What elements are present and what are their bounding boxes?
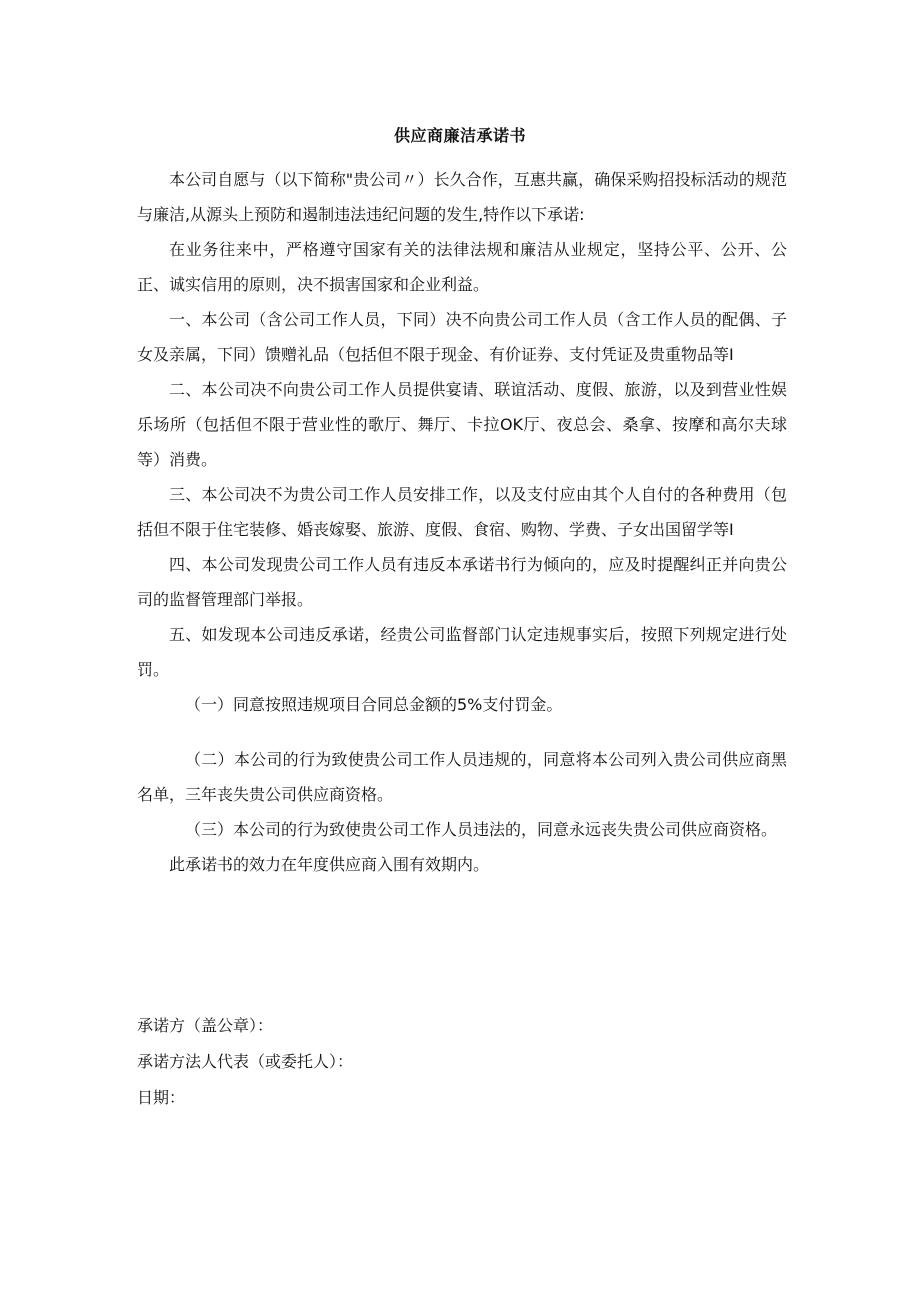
representative-label: 承诺方法人代表（或委托人）： xyxy=(137,1052,354,1071)
party-seal-label: 承诺方（盖公章）： xyxy=(137,1016,274,1035)
clause-four: 四、本公司发现贵公司工作人员有违反本承诺书行为倾向的，应及时提醒纠正并向贵公司的监督管理部门举报。 xyxy=(137,555,787,609)
intro-paragraph: 本公司自愿与（以下简称"贵公司〃）长久合作，互惠共赢，确保采购招投标活动的规范与廉洁,从源头上预防和遏制违法违纪问题的发生,特作以下承诺: xyxy=(137,170,787,224)
clause-one: 一、本公司（含公司工作人员，下同）决不向贵公司工作人员（含工作人员的配偶、子女及亲属，下同）馈赠礼品（包括但不限于现金、有价证券、支付凭证及贵重物品等I xyxy=(137,310,787,364)
document-body xyxy=(137,162,787,882)
clause-three: 三、本公司决不为贵公司工作人员安排工作，以及支付应由其个人自付的各种费用（包括但不限于住宅装修、婚丧嫁娶、旅游、度假、食宿、购物、学费、子女出国留学等I xyxy=(137,485,787,539)
document-title: 供应商廉洁承诺书 xyxy=(393,126,526,145)
date-label: 日期： xyxy=(137,1088,186,1107)
penalty-item-three: （三）本公司的行为致使贵公司工作人员违法的，同意永远丧失贵公司供应商资格。 xyxy=(185,820,778,839)
clause-five: 五、如发现本公司违反承诺，经贵公司监督部门认定违规事实后，按照下列规定进行处罚。 xyxy=(137,625,787,679)
signature-block xyxy=(137,1008,787,1116)
principle-paragraph: 在业务往来中，严格遵守国家有关的法律法规和廉洁从业规定，坚持公平、公开、公正、诚实信用的原则，决不损害国家和企业利益。 xyxy=(137,240,787,294)
penalty-item-one: （一）同意按照违规项目合同总金额的5%支付罚金。 xyxy=(185,695,563,714)
penalty-item-two: （二）本公司的行为致使贵公司工作人员违规的，同意将本公司列入贵公司供应商黑名单，三年丧失贵公司供应商资格。 xyxy=(137,750,787,804)
clause-two: 二、本公司决不向贵公司工作人员提供宴请、联谊活动、度假、旅游，以及到营业性娱乐场所（包括但不限于营业性的歌厅、舞厅、卡拉OK厅、夜总会、桑拿、按摩和高尔夫球等）消费。 xyxy=(137,380,787,469)
closing-paragraph: 此承诺书的效力在年度供应商入围有效期内。 xyxy=(169,855,490,874)
